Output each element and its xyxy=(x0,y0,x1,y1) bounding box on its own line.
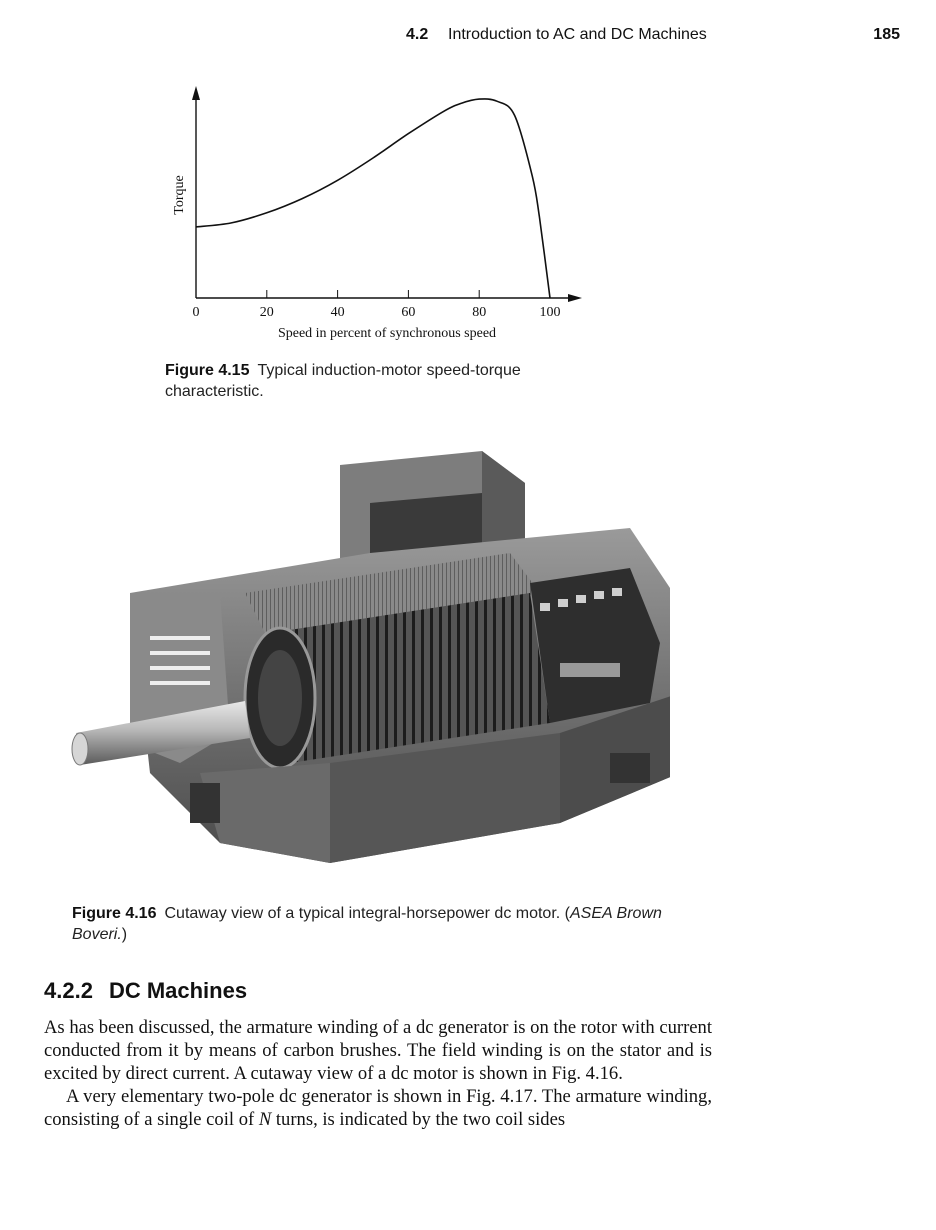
variable-n: N xyxy=(258,1109,272,1130)
x-tick-label: 20 xyxy=(259,305,274,320)
chart-series xyxy=(196,99,550,298)
x-tick-label: 60 xyxy=(401,305,416,320)
x-tick-label: 40 xyxy=(330,305,345,320)
header-section-number: 4.2 xyxy=(406,26,429,43)
paragraph-1: As has been discussed, the armature winding of a dc generator is on the rotor with current conducted from it by means of carbon brushes. The field winding is on the stator and is excited by direct current. A cutaway view of a dc motor is shown in Fig. 4.16. xyxy=(44,1017,712,1084)
figure-4-15-label: Figure 4.15 xyxy=(165,362,250,379)
paragraph-2: A very elementary two-pole dc generator is shown in Fig. 4.17. The armature winding, consisting of a single coil of N turns, is indicated by the two coil sides xyxy=(44,1086,712,1130)
figure-4-16-source: ASEA Brown Boveri. xyxy=(72,905,662,943)
figure-4-16-caption-text: Cutaway view of a typical integral-horsepower dc motor. ( xyxy=(164,905,570,922)
figure-4-15-caption xyxy=(165,360,585,402)
section-title: DC Machines xyxy=(108,978,248,1003)
torque-curve xyxy=(196,99,550,298)
header-section-title: Introduction to AC and DC Machines xyxy=(448,26,707,43)
chart-ticks xyxy=(267,290,479,298)
section-number: 4.2.2 xyxy=(44,978,93,1003)
x-tick-label: 0 xyxy=(192,305,200,320)
body-text xyxy=(44,1016,712,1131)
figure-4-16-caption-close: ) xyxy=(121,926,128,943)
y-axis-arrow xyxy=(192,86,200,100)
dc-motor-cutaway-photo xyxy=(70,443,670,893)
speed-torque-chart xyxy=(150,80,590,345)
chart-labels xyxy=(172,175,561,341)
y-axis-label: Torque xyxy=(172,175,187,215)
x-axis-label: Speed in percent of synchronous speed xyxy=(277,326,497,341)
x-axis-arrow xyxy=(568,294,582,302)
page-number: 185 xyxy=(873,26,900,43)
figure-4-15-caption-text: Typical induction-motor speed-torque characteristic. xyxy=(165,362,521,400)
running-header xyxy=(0,26,936,48)
x-tick-label: 80 xyxy=(472,305,487,320)
figure-4-16-label: Figure 4.16 xyxy=(72,905,157,922)
x-tick-label: 100 xyxy=(539,305,561,320)
chart-axes xyxy=(192,86,582,302)
section-heading xyxy=(44,978,263,1004)
figure-4-16-caption xyxy=(72,903,692,945)
